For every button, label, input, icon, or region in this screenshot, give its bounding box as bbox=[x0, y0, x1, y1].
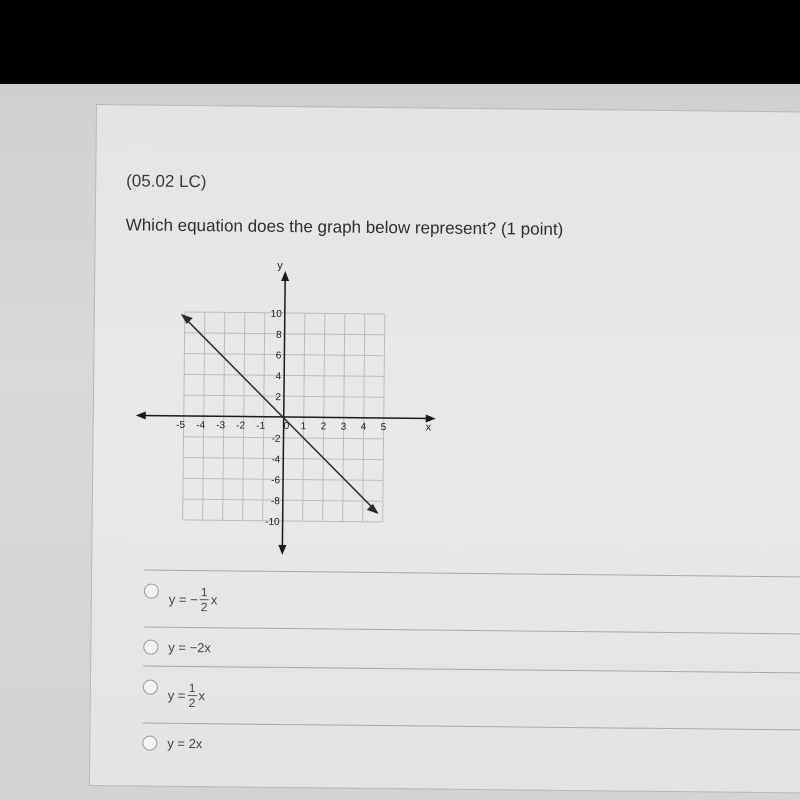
choice-1-prefix: y = − bbox=[168, 591, 198, 607]
radio-button[interactable] bbox=[143, 679, 158, 694]
question-prompt: Which equation does the graph below represent? (1 point) bbox=[125, 215, 564, 239]
denominator: 2 bbox=[200, 599, 208, 614]
y-tick-labels bbox=[265, 309, 282, 528]
x-tick-label: 4 bbox=[360, 421, 367, 433]
question-id: (05.02 LC) bbox=[126, 171, 207, 192]
choice-1[interactable] bbox=[144, 571, 800, 634]
x-tick-label: -4 bbox=[196, 420, 206, 432]
x-tick-label: 2 bbox=[320, 421, 327, 433]
x-tick-label: -3 bbox=[216, 420, 226, 432]
radio-button[interactable] bbox=[142, 735, 157, 750]
radio-button[interactable] bbox=[144, 583, 159, 598]
y-tick-label: -10 bbox=[265, 516, 280, 528]
answer-choices bbox=[142, 570, 800, 769]
y-tick-label: 10 bbox=[270, 308, 282, 320]
numerator: 1 bbox=[200, 584, 208, 599]
x-tick-label: 3 bbox=[340, 421, 347, 433]
x-tick-label: -5 bbox=[176, 419, 186, 431]
x-tick-label: 0 bbox=[283, 420, 290, 433]
x-tick-label: 1 bbox=[300, 421, 307, 433]
y-axis-arrow-down bbox=[278, 545, 286, 555]
question-card bbox=[89, 104, 800, 794]
radio-button[interactable] bbox=[143, 639, 158, 654]
coordinate-graph bbox=[132, 255, 445, 558]
y-tick-label: -2 bbox=[271, 433, 281, 445]
choice-3-suffix: x bbox=[198, 687, 206, 703]
y-tick-label: 2 bbox=[275, 392, 281, 404]
y-axis bbox=[282, 277, 285, 552]
y-axis-label: y bbox=[277, 259, 283, 272]
choice-2[interactable] bbox=[143, 628, 800, 673]
y-tick-label: 6 bbox=[275, 350, 282, 362]
y-tick-label: -6 bbox=[271, 475, 281, 487]
x-tick-labels bbox=[176, 420, 387, 433]
choice-3-prefix: y = bbox=[167, 687, 186, 703]
choice-2-text: y = −2x bbox=[168, 639, 212, 655]
x-tick-label: -1 bbox=[256, 420, 266, 432]
choice-1-suffix: x bbox=[210, 591, 218, 607]
choice-3[interactable] bbox=[143, 667, 800, 730]
y-tick-label: 4 bbox=[275, 371, 282, 383]
line-arrow-upper bbox=[181, 314, 193, 324]
x-tick-label: 5 bbox=[380, 421, 387, 434]
y-tick-label: 8 bbox=[275, 329, 282, 341]
numerator: 1 bbox=[188, 680, 196, 695]
x-tick-label: -2 bbox=[236, 420, 246, 432]
denominator: 2 bbox=[188, 695, 196, 710]
choice-4[interactable] bbox=[142, 724, 800, 769]
x-axis-label: x bbox=[425, 421, 432, 434]
y-axis-arrow-up bbox=[281, 271, 289, 281]
axes bbox=[134, 258, 437, 556]
fraction bbox=[187, 680, 196, 709]
x-axis-arrow-left bbox=[136, 411, 146, 419]
fraction bbox=[200, 585, 209, 614]
y-tick-label: -4 bbox=[271, 454, 281, 466]
y-tick-label: -8 bbox=[270, 496, 280, 508]
line-arrow-lower bbox=[367, 504, 379, 514]
choice-4-text: y = 2x bbox=[167, 735, 203, 751]
